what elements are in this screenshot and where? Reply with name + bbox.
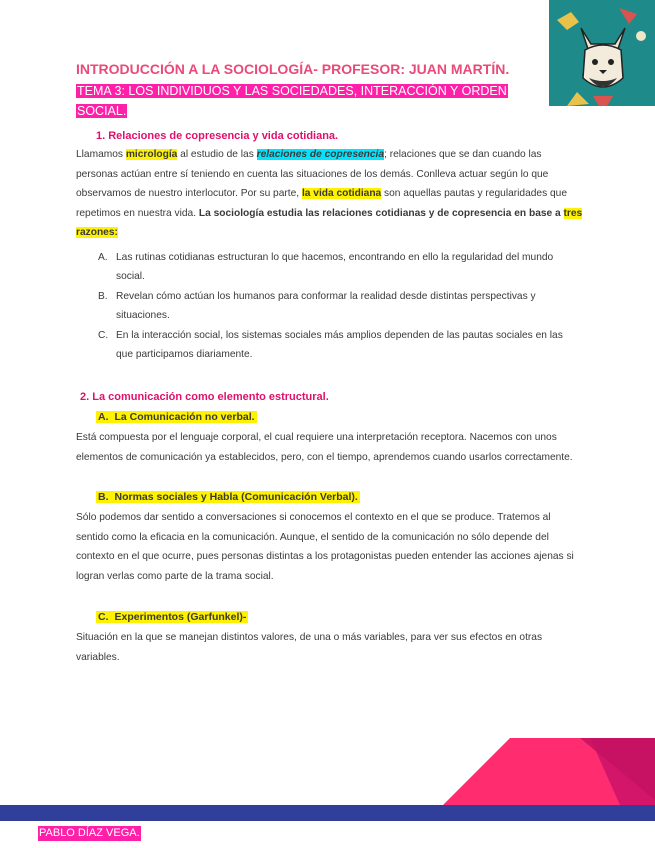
page-title: INTRODUCCIÓN A LA SOCIOLOGÍA- PROFESOR: JUAN MARTÍN. <box>76 61 510 77</box>
term-vida-cotidiana: la vida cotidiana <box>301 188 382 199</box>
subsection-label: La Comunicación no verbal. <box>114 411 255 423</box>
subsection-c-text: Situación en la que se manejan distintos valores, de una o más variables, para ver sus efectos en otras variables. <box>76 632 543 663</box>
list-item <box>98 248 578 286</box>
subsection-c-heading <box>96 610 248 624</box>
subsection-b-heading <box>96 490 360 504</box>
author-name: PABLO DÍAZ VEGA. <box>39 827 140 839</box>
term-micrologia: micrología <box>125 149 178 160</box>
list-marker: B. <box>98 291 108 302</box>
subsection-marker: B. <box>96 491 113 503</box>
list-item <box>98 326 578 364</box>
logo <box>549 0 655 106</box>
subsection-a-text: Está compuesta por el lenguaje corporal, el cual requiere una interpretación receptora. Nacemos con unos elementos de comunicación ya establecidos, pero, con el tiempo, aprendemos cuando usarlos correctamente. <box>76 432 573 463</box>
subsection-marker: A. <box>96 411 113 423</box>
list-marker: A. <box>98 252 108 263</box>
subsection-a-heading <box>96 410 257 424</box>
section-1-heading: 1. Relaciones de copresencia y vida cotidiana. <box>96 130 339 142</box>
subsection-label: Normas sociales y Habla (Comunicación Verbal). <box>114 491 358 503</box>
section-2-heading: 2. La comunicación como elemento estructural. <box>80 391 329 403</box>
page-subtitle <box>76 81 536 121</box>
subsection-marker: C. <box>96 611 113 623</box>
list-item <box>98 287 578 325</box>
term-relaciones-copresencia: relaciones de copresencia <box>256 149 385 160</box>
cat-illustration-icon <box>549 0 655 106</box>
list-text: Revelan cómo actúan los humanos para conformar la realidad desde distintas perspectivas y situaciones. <box>116 291 536 321</box>
section-1-paragraph <box>76 145 586 243</box>
reasons-list <box>98 248 578 365</box>
p-part: al estudio de las <box>177 149 257 160</box>
footer-bar <box>0 805 655 821</box>
list-text: En la interacción social, los sistemas sociales más amplios dependen de las pautas sociales en las que participamos diariamente. <box>116 330 563 360</box>
subsection-b-text: Sólo podemos dar sentido a conversaciones si conocemos el contexto en el que se produce. Tratemos al sentido como la eficacia en la comunicación. Aunque, el sentido de la comunicación no sólo depende del contexto en el que ocurre, pues personas distintas a los protagonistas pueden entender las acciones ajenas si logran verlas como parte de la trama social. <box>76 512 574 582</box>
term-tres-razones: tres razones: <box>76 207 583 238</box>
list-text: Las rutinas cotidianas estructuran lo que hacemos, encontrando en ello la regularidad del mundo social. <box>116 252 554 282</box>
subsection-label: Experimentos (Garfunkel)- <box>114 611 247 623</box>
p-part: ; relaciones que se dan cuando las personas actúan entre sí teniendo en cuenta las situaciones de los demás. Conlleva actuar según lo que observamos de nuestro interlocutor. Por su parte, <box>76 149 549 199</box>
p-part: Llamamos <box>76 149 126 160</box>
p-bold-sentence: La sociología estudia las relaciones cotidianas y de copresencia en base a <box>198 207 564 219</box>
p-part: son aquellas pautas y regularidades que repetimos en nuestra vida. <box>76 188 567 219</box>
subtitle-text: TEMA 3: LOS INDIVIDUOS Y LAS SOCIEDADES, INTERACCIÓN Y ORDEN SOCIAL. <box>77 84 507 118</box>
list-marker: C. <box>98 330 109 341</box>
